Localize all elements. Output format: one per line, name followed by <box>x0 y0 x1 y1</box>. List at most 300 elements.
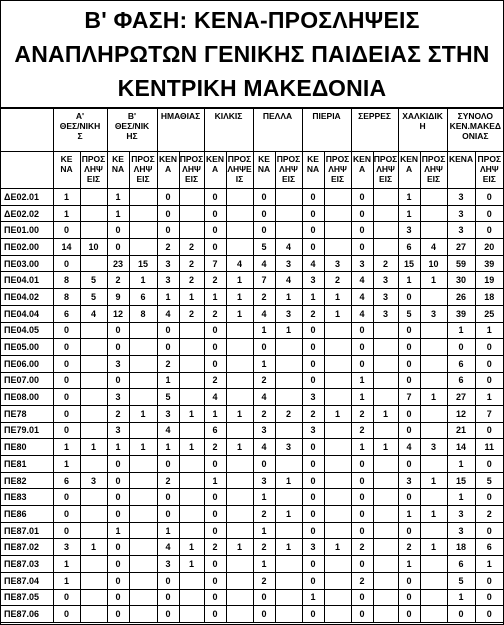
table-row <box>1 422 503 439</box>
hires-subheader: ΠΡΟΣ ΛΗΨΕ ΙΣ <box>226 152 253 189</box>
value-cell <box>80 606 107 623</box>
value-cell: 12 <box>447 405 475 422</box>
value-cell <box>80 589 107 606</box>
value-cell: 0 <box>302 239 324 256</box>
value-cell <box>80 556 107 573</box>
value-cell: 4 <box>398 439 420 456</box>
value-cell: 5 <box>157 389 179 406</box>
value-cell <box>80 355 107 372</box>
region-header: ΧΑΛΚΙΔΙΚ Η <box>398 109 447 152</box>
value-cell: 3 <box>157 405 179 422</box>
value-cell <box>373 606 398 623</box>
value-cell: 1 <box>302 289 324 306</box>
value-cell: 1 <box>157 439 179 456</box>
value-cell <box>226 572 253 589</box>
value-cell: 0 <box>204 589 226 606</box>
value-cell: 0 <box>302 572 324 589</box>
table-row <box>1 272 503 289</box>
vacancies-table <box>1 108 503 623</box>
specialty-code-cell: ΠΕ04.04 <box>1 305 53 322</box>
value-cell: 0 <box>157 222 179 239</box>
value-cell: 0 <box>351 222 373 239</box>
value-cell: 1 <box>226 405 253 422</box>
value-cell: 0 <box>398 522 420 539</box>
value-cell <box>80 405 107 422</box>
value-cell <box>80 572 107 589</box>
value-cell: 0 <box>53 405 80 422</box>
hires-subheader: ΠΡΟΣ ΛΗΨ ΕΙΣ <box>420 152 447 189</box>
value-cell <box>179 389 204 406</box>
value-cell <box>275 355 302 372</box>
value-cell: 1 <box>351 372 373 389</box>
value-cell: 2 <box>253 572 275 589</box>
specialty-code-cell: ΠΕ86 <box>1 506 53 523</box>
value-cell: 0 <box>475 422 503 439</box>
value-cell <box>179 422 204 439</box>
hires-subheader: ΠΡΟΣ ΛΗΨ ΕΙΣ <box>129 152 157 189</box>
value-cell: 1 <box>204 289 226 306</box>
value-cell: 0 <box>204 489 226 506</box>
value-cell <box>324 205 351 222</box>
value-cell: 0 <box>157 322 179 339</box>
value-cell: 6 <box>398 239 420 256</box>
value-cell <box>179 506 204 523</box>
value-cell: 1 <box>129 405 157 422</box>
value-cell: 1 <box>420 389 447 406</box>
value-cell <box>373 589 398 606</box>
value-cell: 1 <box>275 472 302 489</box>
value-cell: 0 <box>253 189 275 206</box>
value-cell: 2 <box>275 405 302 422</box>
value-cell <box>226 472 253 489</box>
hires-subheader: ΠΡΟΣ ΛΗΨ ΕΙΣ <box>275 152 302 189</box>
value-cell <box>324 439 351 456</box>
specialty-code-cell: ΔΕ02.01 <box>1 189 53 206</box>
value-cell: 2 <box>204 272 226 289</box>
table-row <box>1 606 503 623</box>
value-cell: 0 <box>398 589 420 606</box>
value-cell: 0 <box>107 589 129 606</box>
value-cell: 0 <box>351 472 373 489</box>
value-cell: 5 <box>398 305 420 322</box>
value-cell <box>179 589 204 606</box>
value-cell: 27 <box>447 239 475 256</box>
value-cell: 1 <box>53 189 80 206</box>
value-cell: 0 <box>398 572 420 589</box>
value-cell: 4 <box>157 422 179 439</box>
value-cell: 1 <box>179 405 204 422</box>
value-cell <box>420 589 447 606</box>
value-cell: 2 <box>179 239 204 256</box>
value-cell: 0 <box>302 355 324 372</box>
value-cell <box>420 222 447 239</box>
table-row <box>1 472 503 489</box>
value-cell: 1 <box>53 556 80 573</box>
value-cell: 5 <box>80 272 107 289</box>
value-cell: 0 <box>398 355 420 372</box>
value-cell: 14 <box>447 439 475 456</box>
value-cell: 1 <box>107 439 129 456</box>
value-cell: 0 <box>475 372 503 389</box>
value-cell: 6 <box>129 289 157 306</box>
value-cell: 0 <box>53 589 80 606</box>
page-title <box>14 3 489 105</box>
value-cell <box>226 222 253 239</box>
vacancies-subheader: ΚΕΝ Α <box>351 152 373 189</box>
value-cell <box>324 556 351 573</box>
specialty-code-cell: ΠΕ87.01 <box>1 522 53 539</box>
value-cell <box>129 322 157 339</box>
value-cell: 0 <box>53 522 80 539</box>
table-row <box>1 372 503 389</box>
value-cell: 1 <box>475 389 503 406</box>
specialty-code-cell: ΠΕ87.03 <box>1 556 53 573</box>
value-cell: 15 <box>398 255 420 272</box>
value-cell: 1 <box>107 205 129 222</box>
value-cell: 19 <box>475 272 503 289</box>
value-cell: 20 <box>475 239 503 256</box>
value-cell <box>80 372 107 389</box>
value-cell <box>129 472 157 489</box>
value-cell: 25 <box>475 305 503 322</box>
table-row <box>1 189 503 206</box>
value-cell: 0 <box>53 372 80 389</box>
value-cell <box>179 522 204 539</box>
value-cell: 1 <box>420 539 447 556</box>
value-cell <box>324 339 351 356</box>
value-cell: 23 <box>107 255 129 272</box>
value-cell: 1 <box>179 439 204 456</box>
value-cell: 0 <box>302 472 324 489</box>
hires-subheader: ΠΡΟΣ ΛΗΨ ΕΙΣ <box>179 152 204 189</box>
value-cell: 2 <box>302 405 324 422</box>
value-cell: 2 <box>351 539 373 556</box>
value-cell: 0 <box>107 489 129 506</box>
value-cell: 18 <box>447 539 475 556</box>
vacancies-subheader: ΚΕ ΝΑ <box>53 152 80 189</box>
value-cell: 0 <box>107 239 129 256</box>
value-cell: 1 <box>420 272 447 289</box>
hires-subheader: ΠΡΟΣ ΛΗΨ ΕΙΣ <box>80 152 107 189</box>
value-cell: 3 <box>275 305 302 322</box>
value-cell <box>226 339 253 356</box>
specialty-code-cell: ΠΕ06.00 <box>1 355 53 372</box>
value-cell: 1 <box>475 556 503 573</box>
value-cell: 1 <box>157 372 179 389</box>
value-cell <box>226 322 253 339</box>
value-cell: 2 <box>157 239 179 256</box>
value-cell <box>179 339 204 356</box>
value-cell <box>373 489 398 506</box>
value-cell <box>80 255 107 272</box>
value-cell <box>324 506 351 523</box>
value-cell <box>324 606 351 623</box>
value-cell <box>324 489 351 506</box>
value-cell: 3 <box>351 255 373 272</box>
value-cell <box>324 239 351 256</box>
value-cell: 0 <box>53 389 80 406</box>
value-cell <box>324 472 351 489</box>
value-cell <box>129 572 157 589</box>
value-cell: 0 <box>53 222 80 239</box>
value-cell: 1 <box>253 322 275 339</box>
value-cell <box>179 606 204 623</box>
value-cell: 3 <box>253 422 275 439</box>
vacancies-subheader: ΚΕΝ Α <box>204 152 226 189</box>
value-cell: 3 <box>275 439 302 456</box>
value-cell: 0 <box>204 572 226 589</box>
value-cell: 2 <box>179 272 204 289</box>
table-row <box>1 255 503 272</box>
value-cell: 0 <box>107 322 129 339</box>
value-cell <box>324 189 351 206</box>
table-row <box>1 556 503 573</box>
value-cell: 0 <box>351 589 373 606</box>
value-cell: 1 <box>226 539 253 556</box>
value-cell: 6 <box>447 355 475 372</box>
value-cell <box>373 239 398 256</box>
value-cell: 1 <box>107 522 129 539</box>
specialty-code-cell: ΠΕ79.01 <box>1 422 53 439</box>
value-cell: 3 <box>447 205 475 222</box>
value-cell: 2 <box>157 355 179 372</box>
value-cell: 1 <box>53 456 80 473</box>
value-cell <box>179 572 204 589</box>
value-cell: 0 <box>475 339 503 356</box>
table-row <box>1 322 503 339</box>
vacancies-subheader: ΚΕ ΝΑ <box>302 152 324 189</box>
value-cell: 0 <box>204 239 226 256</box>
value-cell: 0 <box>157 572 179 589</box>
value-cell: 0 <box>475 606 503 623</box>
region-header-row <box>1 109 503 152</box>
value-cell <box>373 389 398 406</box>
hires-subheader: ΠΡΟΣ ΛΗΨ ΕΙΣ <box>373 152 398 189</box>
hires-subheader: ΠΡΟΣ ΛΗΨ ΕΙΣ <box>475 152 503 189</box>
value-cell: 7 <box>475 405 503 422</box>
value-cell: 0 <box>475 355 503 372</box>
table-row <box>1 489 503 506</box>
value-cell: 0 <box>157 489 179 506</box>
value-cell: 1 <box>129 272 157 289</box>
table-row <box>1 456 503 473</box>
value-cell <box>80 189 107 206</box>
value-cell: 4 <box>80 305 107 322</box>
value-cell: 10 <box>80 239 107 256</box>
value-cell: 0 <box>398 289 420 306</box>
value-cell: 3 <box>107 422 129 439</box>
value-cell <box>226 506 253 523</box>
value-cell <box>420 289 447 306</box>
value-cell: 1 <box>475 322 503 339</box>
value-cell: 3 <box>253 472 275 489</box>
value-cell: 1 <box>398 189 420 206</box>
value-cell: 3 <box>447 506 475 523</box>
value-cell: 1 <box>275 289 302 306</box>
value-cell: 2 <box>107 272 129 289</box>
value-cell: 0 <box>398 489 420 506</box>
value-cell: 0 <box>157 205 179 222</box>
value-cell <box>275 556 302 573</box>
value-cell: 0 <box>475 589 503 606</box>
value-cell: 1 <box>80 439 107 456</box>
value-cell: 2 <box>302 305 324 322</box>
value-cell: 3 <box>157 556 179 573</box>
value-cell <box>420 422 447 439</box>
value-cell: 12 <box>107 305 129 322</box>
value-cell: 2 <box>204 539 226 556</box>
value-cell <box>179 372 204 389</box>
value-cell: 0 <box>475 189 503 206</box>
value-cell: 0 <box>253 606 275 623</box>
value-cell: 0 <box>53 489 80 506</box>
value-cell: 0 <box>475 572 503 589</box>
title-line-3: ΚΕΝΤΡΙΚΗ ΜΑΚΕΔΟΝΙΑ <box>117 75 387 101</box>
value-cell <box>179 472 204 489</box>
value-cell: 0 <box>302 456 324 473</box>
value-cell: 21 <box>447 422 475 439</box>
specialty-code-cell: ΠΕ05.00 <box>1 339 53 356</box>
value-cell: 0 <box>398 405 420 422</box>
value-cell <box>373 456 398 473</box>
value-cell <box>275 205 302 222</box>
value-cell: 3 <box>447 189 475 206</box>
value-cell: 0 <box>253 339 275 356</box>
value-cell: 2 <box>107 405 129 422</box>
region-header: ΠΙΕΡΙΑ <box>302 109 351 152</box>
value-cell: 0 <box>253 222 275 239</box>
value-cell: 0 <box>351 506 373 523</box>
value-cell: 1 <box>53 572 80 589</box>
value-cell: 4 <box>351 272 373 289</box>
value-cell <box>324 322 351 339</box>
value-cell: 0 <box>107 572 129 589</box>
table-row <box>1 389 503 406</box>
value-cell: 0 <box>107 606 129 623</box>
value-cell <box>373 572 398 589</box>
specialty-code-cell: ΠΕ87.05 <box>1 589 53 606</box>
value-cell <box>179 222 204 239</box>
table-row <box>1 205 503 222</box>
value-cell: 3 <box>80 472 107 489</box>
value-cell: 1 <box>275 322 302 339</box>
value-cell: 1 <box>351 389 373 406</box>
value-cell: 9 <box>107 289 129 306</box>
value-cell: 5 <box>447 572 475 589</box>
value-cell: 1 <box>107 189 129 206</box>
value-cell <box>373 189 398 206</box>
value-cell: 3 <box>275 255 302 272</box>
value-cell: 2 <box>253 372 275 389</box>
value-cell: 4 <box>302 255 324 272</box>
value-cell: 3 <box>107 389 129 406</box>
value-cell: 1 <box>398 556 420 573</box>
value-cell <box>420 189 447 206</box>
table-row <box>1 589 503 606</box>
vacancies-subheader: ΚΕΝΑ <box>447 152 475 189</box>
value-cell: 0 <box>107 556 129 573</box>
table-row <box>1 506 503 523</box>
value-cell: 0 <box>302 489 324 506</box>
value-cell <box>324 456 351 473</box>
value-cell <box>373 506 398 523</box>
value-cell <box>420 322 447 339</box>
specialty-code-cell: ΠΕ03.00 <box>1 255 53 272</box>
value-cell: 0 <box>204 339 226 356</box>
value-cell: 3 <box>302 272 324 289</box>
specialty-code-cell: ΠΕ04.05 <box>1 322 53 339</box>
title-line-1: Β' ΦΑΣΗ: ΚΕΝΑ-ΠΡΟΣΛΗΨΕΙΣ <box>84 7 420 33</box>
value-cell <box>275 606 302 623</box>
table-body <box>1 189 503 623</box>
value-cell <box>179 322 204 339</box>
value-cell <box>420 339 447 356</box>
value-cell: 0 <box>53 506 80 523</box>
value-cell: 0 <box>302 556 324 573</box>
value-cell: 3 <box>373 289 398 306</box>
value-cell <box>324 355 351 372</box>
region-header: ΣΥΝΟΛΟ ΚΕΝ.ΜΑΚΕΔ ΟΝΙΑΣ <box>447 109 503 152</box>
value-cell: 1 <box>53 205 80 222</box>
value-cell: 15 <box>129 255 157 272</box>
value-cell <box>226 422 253 439</box>
value-cell: 3 <box>373 272 398 289</box>
specialty-code-cell: ΠΕ87.04 <box>1 572 53 589</box>
value-cell: 3 <box>447 522 475 539</box>
value-cell <box>226 522 253 539</box>
value-cell <box>373 372 398 389</box>
value-cell: 1 <box>204 405 226 422</box>
value-cell: 1 <box>398 506 420 523</box>
value-cell: 0 <box>53 355 80 372</box>
value-cell <box>373 222 398 239</box>
value-cell: 1 <box>253 522 275 539</box>
value-cell <box>226 556 253 573</box>
value-cell: 6 <box>447 556 475 573</box>
value-cell: 0 <box>204 556 226 573</box>
value-cell: 0 <box>107 222 129 239</box>
value-cell: 1 <box>226 439 253 456</box>
specialty-code-cell: ΠΕ07.00 <box>1 372 53 389</box>
value-cell: 8 <box>53 289 80 306</box>
value-cell: 0 <box>53 606 80 623</box>
value-cell <box>420 572 447 589</box>
table-row <box>1 405 503 422</box>
value-cell <box>179 355 204 372</box>
value-cell: 1 <box>253 355 275 372</box>
table-row <box>1 289 503 306</box>
value-cell: 0 <box>351 339 373 356</box>
table-row <box>1 572 503 589</box>
value-cell <box>275 222 302 239</box>
value-cell <box>179 489 204 506</box>
specialty-code-cell: ΠΕ78 <box>1 405 53 422</box>
value-cell: 0 <box>351 489 373 506</box>
specialty-code-cell: ΠΕ80 <box>1 439 53 456</box>
value-cell: 3 <box>324 255 351 272</box>
value-cell: 0 <box>157 589 179 606</box>
value-cell: 0 <box>398 372 420 389</box>
value-cell: 6 <box>204 422 226 439</box>
value-cell: 7 <box>253 272 275 289</box>
value-cell: 2 <box>253 506 275 523</box>
specialty-code-cell: ΠΕ82 <box>1 472 53 489</box>
value-cell: 0 <box>302 189 324 206</box>
value-cell <box>129 422 157 439</box>
value-cell: 0 <box>204 456 226 473</box>
value-cell: 1 <box>447 489 475 506</box>
value-cell <box>373 522 398 539</box>
